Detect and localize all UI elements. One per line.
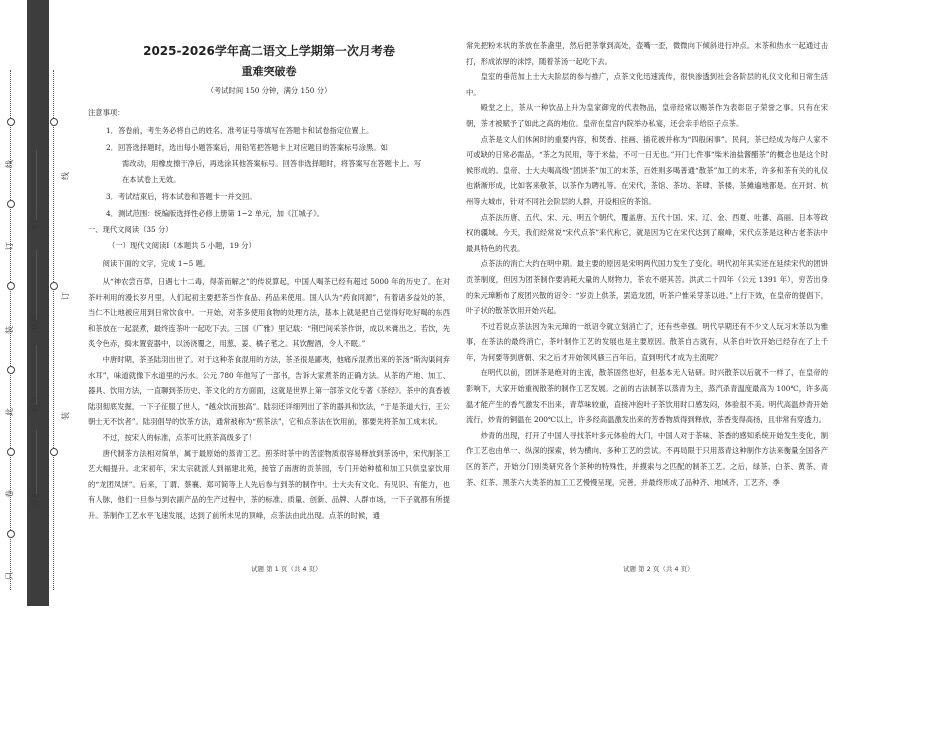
hole-circle: [7, 448, 15, 456]
passage-paragraph: 常先把粉末状的茶放在茶盏里，然后把茶掌到高处，壶嘴一歪，微微向下倾斜进行冲点。末茶和热水一起通过击打，形成浓厚的沫饽，随着茶汤一起吃下去。: [466, 41, 828, 66]
note-item: 1．答卷前，考生务必将自己的姓名、准考证号等填写在答题卡和试卷指定位置上。: [106, 126, 374, 135]
left-column: [88, 38, 450, 524]
passage-paragraph: 点茶法的消亡大约在明中期。最主要的原因是宋明两代国力发生了变化。明代初年其实还在延续宋代的团饼贡茶制度，但因为团茶制作要消耗大量的人财物力，茶农不堪其苦。洪武二十四年（公元 1391 年），穷苦出身的朱元璋断布了废团兴散的诏令：“岁贡上供茶，罢造龙团，听茶户惟采芽茶以进。”上行下效，在皇帝的提倡下，叶子状的散茶饮用开始兴起。: [466, 259, 828, 316]
note-item: 2．回答选择题时，选出每小题答案后，用铅笔把答题卡上对应题目的答案标号涂黑。如: [106, 143, 388, 152]
passage-paragraph: 点茶法历唐、五代、宋、元、明五个朝代，覆盖唐、五代十国、宋、辽、金、西夏、吐蕃、高丽、日本等政权的疆域。今天，我们经常说“宋代点茶”来代称它，就是因为它在宋代达到了巅峰，宋代点茶是这种古老茶法中最具特色的代表。: [466, 212, 828, 253]
passage-paragraph: 中唐时期，茶圣陆羽出世了。对于这种茶食混用的方法，茶圣很是鄙夷，他痛斥混煮出来的茶汤“斯沟渠间弃水耳”，味道就像下水道里的污水。公元 780 年他写了一部书，告诉大家煮茶的正确方法。从茶的产地、加工、器具、饮用方法，一直聊到茶历史、茶文化的方方面面，这就是世界上第一部茶文化专著《茶经》。茶中的真香被陆羽彻底发掘，一下子征服了世人，“越众饮而独高”。陆羽还详细列出了茶的器具和饮法，“于是茶道大行，王公朝士无不饮者”。陆羽倡导的饮茶方法，通常被称为“煎茶法”，它和点茶法在饮用前，都要先将茶加工成末状。: [88, 354, 450, 427]
hole-circle: [50, 118, 58, 126]
hole-circle: [50, 282, 58, 290]
passage-paragraph: 不过，按宋人的标准，点茶可比煎茶高级多了！: [102, 432, 256, 442]
passage-paragraph: 点茶是文人们休闲时的重要内容，和焚香、挂画、插花被并称为“四般闲事”。民间，茶已经成为每户人家不可或缺的日常必需品，“茶之为民用，等于米盐，不可一日无也。”开门七件事“柴米油盐酱醋茶”的概念也是这个时候形成的。皇帝、士大夫喝高级“团饼茶”加工的末茶，百姓则多喝普通“散茶”加工的末茶，许多和茶有关的礼仪也渐渐形成，比如客来敬茶，以茶作为聘礼等。在宋代，茶馆、茶坊、茶肆、茶楼、茶摊遍地都是。在开封、杭州等大城市，针对不同社会阶层的人群，开设相应的茶馆。: [466, 134, 828, 206]
hole-circle: [50, 448, 58, 456]
inner-dotted-line: [53, 70, 54, 590]
gutter-word: 此: [5, 408, 14, 416]
gutter-word: 订: [5, 242, 14, 250]
gutter-word: 线: [5, 160, 14, 168]
note-item: 3．考试结束后，将本试卷和答题卡一并交回。: [106, 192, 257, 201]
passage-paragraph: 皇室的垂范加上士大夫阶层的参与推广，点茶文化迅速流传，很快渗透到社会各阶层的礼仪文化和日常生活中。: [466, 72, 828, 97]
page-footer-right: 试题 第 2 页（共 4 页）: [623, 565, 694, 573]
passage-paragraph: 不过若说点茶法因为朱元璋的一纸诏令就立刻消亡了，还有些牵强。明代早期还有不少文人玩习末茶以为雅事，在茶法的最终消亡，茶叶制作工艺的发展也是主要原因。散茶自古就有，从茶自叶饮开始已经存在了上千年，为何要等到唐朝、宋之后才开始领风骚三百年后，直到明代才成为主流呢？: [466, 321, 828, 362]
exam-title: 2025-2026学年高二语文上学期第一次月考卷: [143, 44, 395, 58]
gutter-word: 线: [61, 172, 70, 180]
school-label: 学校：: [31, 482, 40, 506]
passage-paragraph: 唐代制茶方法相对简单，属于最原始的蒸青工艺。煎茶时茶中的苦涩物质很容易释放到茶汤中，宋代制茶工艺大幅提升。北宋初年，宋太宗就派人到福建北苑，接管了南唐的贡茶园，专门开始种植和加工只供皇家饮用的“龙团凤饼”。后来，丁谓、蔡襄、郑可简等上人先后参与到茶的制作中。士大夫有文化、有见识、有能力，也有人脉，他们一旦参与到农副产品的生产过程中，茶的标准、质量、创新、品牌、人群市场，一下子就都有所提升。茶制作工艺水平飞速发展，达到了前所未见的顶峰，点茶法由此出现。点茶的时候，通: [88, 448, 450, 520]
passage-paragraph: 殿堂之上，茶从一种饮品上升为皇家御宠的代表物品，皇帝经常以赐茶作为表彰臣子荣誉之事。只有在宋朝，茶才被赋予了如此之高的地位。皇帝在皇宫内院举办私宴，还会亲手给臣子点茶。: [466, 103, 828, 128]
gutter-word: 只: [5, 572, 14, 580]
gutter-word: 装: [61, 412, 70, 420]
exam-number-line: [36, 150, 37, 220]
hole-circle: [7, 366, 15, 374]
reading-instruction: 阅读下面的文字，完成 1~5 题。: [102, 259, 211, 268]
gutter-word: 装: [5, 326, 14, 334]
hole-circle: [7, 530, 15, 538]
right-column: [466, 38, 828, 490]
note-item-continuation: 需改动，用橡皮擦干净后，再选涂其他答案标号。回答非选择题时，将答案写在答题卡上。写: [122, 159, 422, 168]
exam-meta: （考试时间 150 分钟，满分 150 分）: [206, 86, 332, 95]
school-line: [36, 430, 37, 494]
subsection-heading: （一）现代文阅读Ⅰ（本题共 5 小题，19 分）: [108, 241, 256, 250]
section-heading: 一、现代文阅读（35 分）: [88, 225, 173, 234]
exam-subtitle: 重难突破卷: [241, 65, 297, 78]
hole-circle: [7, 118, 15, 126]
exam-number-label: 考号：: [31, 208, 40, 232]
name-line: [36, 345, 37, 405]
hole-circle: [7, 282, 15, 290]
notes-heading: 注意事项：: [88, 108, 125, 117]
class-line: [36, 250, 37, 320]
passage-paragraph: 炒青的出现，打开了中国人寻找茶叶多元体验的大门，中国人对于茶味、茶香的感知系统开始发生变化，制作工艺也由单一、纵深的探索，转为横向、多种工艺的尝试。不再局限于只用蒸青这种制作方法来衡量全国各产区的茶产，开始分门别类研究各个茶种的特殊性，并摸索与之匹配的制茶工艺。之后，绿茶、白茶、黄茶、青茶、红茶、黑茶六大类茶的加工工艺慢慢呈现，完善，并最终形成了品种齐、地域齐、工艺齐、季: [466, 430, 828, 487]
passage-paragraph: 在明代以前，团饼茶是绝对的主流，散茶固然也好，但基本无人钻研。时兴散茶以后就不一样了，在皇帝的影响下，大家开始重视散茶的制作工艺发展。之前的古法制茶以蒸青为主，蒸汽杀青温度最高为 100℃，许多高温才能产生的香气激发不出来，青草味较重，直接冲泡叶子茶饮用时口感发闷，体验很不美。明代高温炒青开始流行，炒青的铜温在 200℃以上，许多经高温激发出来的芳香物质得到释放，茶香变得高扬，且非常有穿透力。: [466, 368, 828, 425]
note-item-continuation: 在本试卷上无效。: [122, 175, 181, 184]
gutter-word: 订: [61, 292, 70, 300]
page-footer-left: 试题 第 1 页（共 4 页）: [251, 565, 322, 573]
passage-paragraph: 从“神农尝百草，日遇七十二毒，得荼而解之”的传说算起，中国人喝茶已经有超过 5000 年的历史了。在对茶叶利用的漫长岁月里，人们起初主要把茶当作食品、药品来使用。国人认为“药食同源”，有着诸多益处的茶，当仁不让地被应用到日常饮食中。一开始，对茶多使用食物的处理方法，基本上就是把自己觉得好吃好喝的东西和茶放在一起混煮，最终连茶叶一起吃下去。三国《广雅》里记载：“荆巴间采茶作饼，成以米膏出之。若饮，先炙令色赤，捣末置瓷器中，以汤浇覆之，用葱、姜、橘子芼之。其饮醒酒，令人不眠。”: [88, 277, 450, 349]
binding-bar: [27, 0, 49, 606]
name-label: 姓名：: [31, 388, 40, 412]
gutter-word: 卷: [5, 490, 14, 498]
class-label: 班级：: [31, 306, 40, 330]
note-item: 4．测试范围：统编版选择性必修上册第 1~2 单元，加《江城子》。: [106, 209, 325, 218]
hole-circle: [7, 200, 15, 208]
